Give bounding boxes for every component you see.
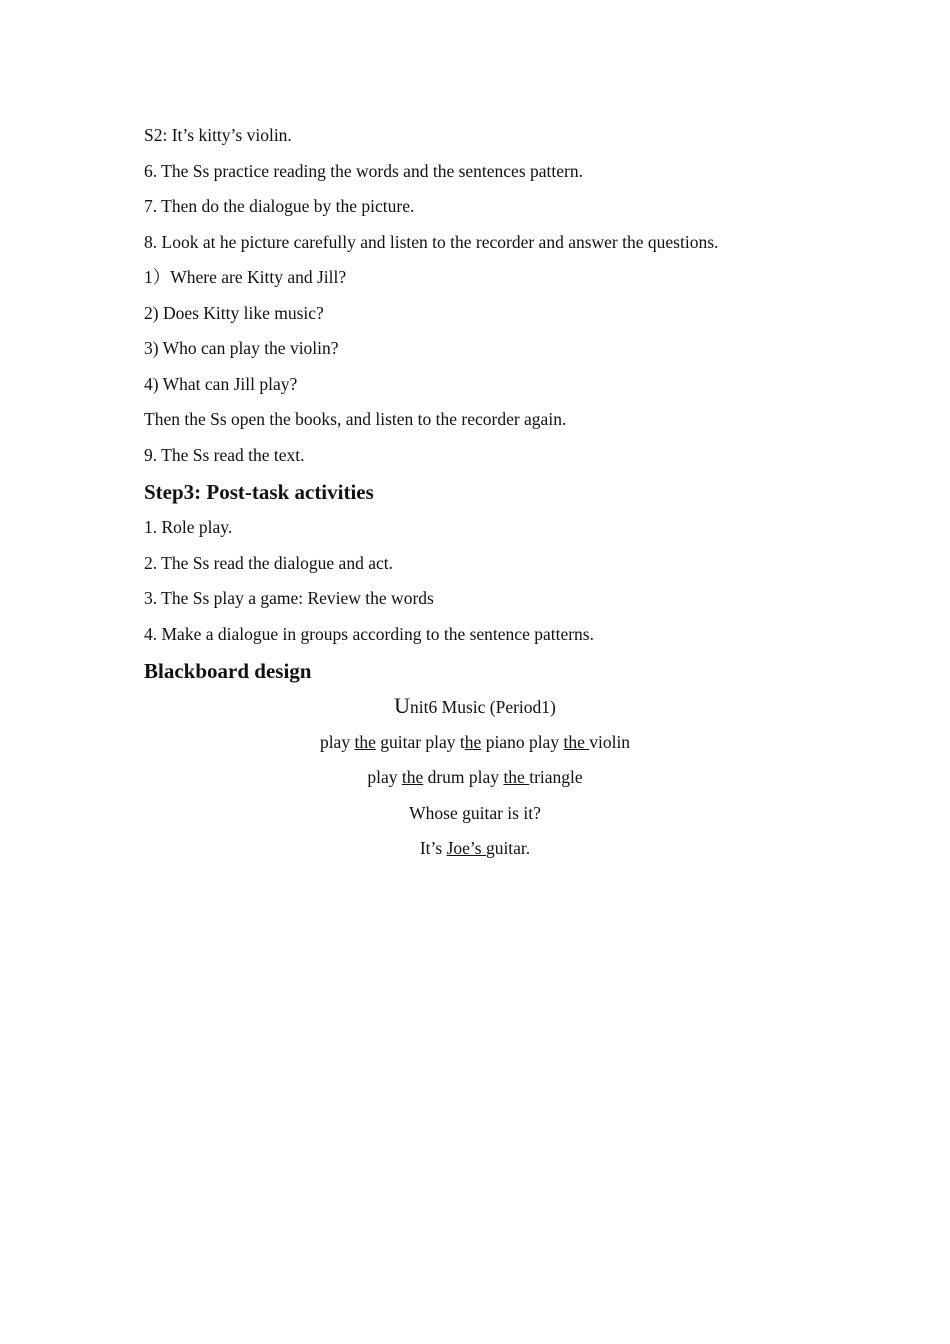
underlined-word: he [464, 731, 482, 752]
blackboard-design [144, 695, 806, 859]
text-span: It’s [419, 838, 447, 858]
text-line: S2: It’s kitty’s violin. [144, 125, 292, 145]
question-line: 4) What can Jill play? [144, 373, 298, 394]
text-line: 6. The Ss practice reading the words and the sentences pattern. [144, 160, 583, 181]
step3-item: 1. Role play. [144, 517, 233, 537]
text-line: 7. Then do the dialogue by the picture. [144, 196, 415, 216]
question-line: 1）Where are Kitty and Jill? [144, 267, 347, 287]
step3-item: 4. Make a dialogue in groups according to the sentence patterns. [144, 623, 594, 644]
blackboard-title [144, 695, 806, 717]
text-line: 8. Look at he picture carefully and listen to the recorder and answer the questions. [144, 231, 719, 252]
text-span: guitar play t [375, 731, 465, 752]
blackboard-row-instruments-1 [144, 731, 806, 753]
step3-item: 3. The Ss play a game: Review the words [144, 588, 434, 608]
document-content [144, 124, 806, 873]
question-line: 3) Who can play the violin? [144, 338, 339, 358]
blackboard-row-instruments-2 [144, 766, 806, 788]
text-span: play [319, 731, 355, 752]
question-line: 2) Does Kitty like music? [144, 302, 324, 323]
underlined-word: the [503, 767, 530, 787]
text-span: triangle [529, 767, 583, 787]
text-span: play [367, 767, 402, 787]
blackboard-heading: Blackboard design [144, 659, 312, 683]
text-line: Then the Ss open the books, and listen to the recorder again. [144, 409, 567, 429]
text-span: drum play [423, 767, 504, 787]
blackboard-answer [144, 837, 806, 859]
text-span: guitar. [485, 838, 531, 858]
text-line: 9. The Ss read the text. [144, 444, 305, 465]
text-span: violin [589, 731, 631, 752]
underlined-word: the [354, 731, 376, 752]
title-first-letter: U [394, 693, 411, 718]
underlined-word: Joe’s [446, 838, 486, 858]
underlined-word: the [401, 767, 424, 787]
text-span: piano play [481, 731, 564, 752]
blackboard-question: Whose guitar is it? [409, 802, 541, 823]
underlined-word: the [563, 731, 590, 752]
step3-item: 2. The Ss read the dialogue and act. [144, 552, 393, 573]
step3-heading: Step3: Post-task activities [144, 480, 374, 504]
title-rest: nit6 Music (Period1) [410, 697, 556, 717]
